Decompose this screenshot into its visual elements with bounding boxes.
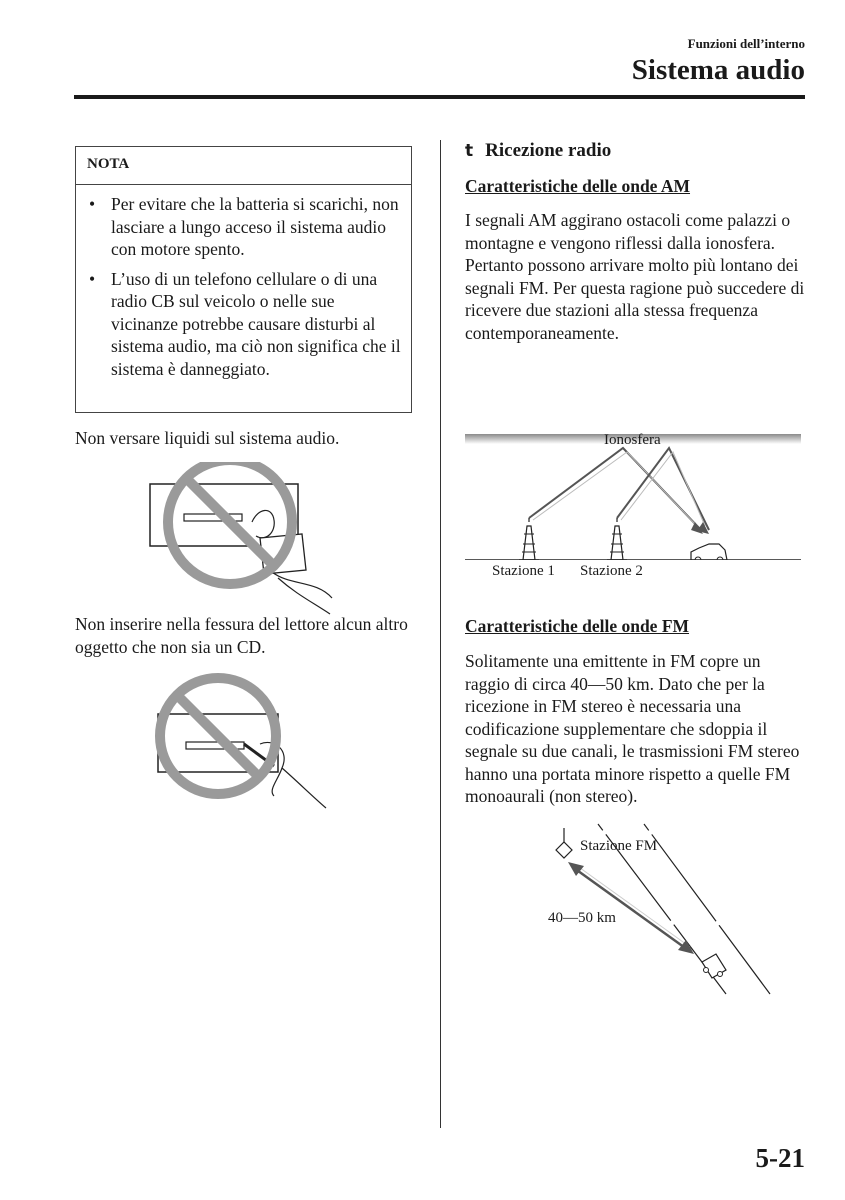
tower-icon-station1 [519, 518, 539, 560]
column-divider [440, 140, 441, 1128]
am-paragraph: I segnali AM aggirano ostacoli come palazzi o montagne e vengono riflessi dalla ionosfera. Pertanto possono arrivare molto più lontano dei segnali FM. Per questa ragione può succedere di ricevere due stazioni alla stessa frequenza contemporaneamente. [465, 210, 805, 343]
section-marker: t [465, 141, 474, 161]
am-heading: Caratteristiche delle onde AM [465, 176, 691, 196]
note-box [75, 146, 412, 413]
prohibition-slash [177, 695, 259, 777]
tower-icon-station2 [607, 518, 627, 560]
section-heading-radio [465, 140, 611, 162]
fm-tower-icon [556, 828, 572, 858]
page-number: 5-21 [755, 1143, 805, 1173]
range-arrowhead [678, 940, 694, 954]
header-rule [74, 95, 805, 99]
car-icon [691, 544, 727, 560]
car-icon [702, 954, 726, 978]
no-liquids-illustration [140, 462, 340, 622]
station2-label: Stazione 2 [580, 563, 643, 579]
fm-paragraph: Solitamente una emittente in FM copre un raggio di circa 40—50 km. Dato che per la ricezione in FM stereo è necessaria una codificazione supplementare che sdoppia il segnale su due canali, le trasmissioni FM stereo hanno una portata minore rispetto a quelle FM monoaurali (non stereo). [465, 651, 800, 806]
range-arrow [574, 868, 688, 950]
paragraph-no-objects: Non inserire nella fessura del lettore alcun altro oggetto che non sia un CD. [75, 614, 408, 657]
fm-station-label: Stazione FM [580, 838, 658, 854]
hand-icon [272, 572, 332, 614]
ionosphere-label: Ionosfera [604, 432, 661, 448]
am-propagation-diagram [465, 430, 801, 560]
section-title-text: Ricezione radio [485, 140, 612, 161]
liquid-splash [252, 510, 274, 537]
header-section-label: Funzioni dell’interno [687, 36, 805, 51]
no-objects-illustration [150, 672, 340, 812]
note-item: • L’uso di un telefono cellulare o di una radio CB sul veicolo o nelle sue vicinanze potrebbe causare disturbi al sistema audio, ma ciò non significa che il sistema è danneggiato. [88, 268, 401, 381]
paragraph-no-liquids: Non versare liquidi sul sistema audio. [75, 428, 340, 448]
page-title: Sistema audio [631, 54, 805, 86]
note-item: • Per evitare che la batteria si scarichi, non lasciare a lungo acceso il sistema audio con motore spento. [88, 193, 401, 261]
fm-range-label: 40—50 km [548, 910, 616, 926]
note-heading: NOTA [76, 147, 411, 185]
note-list [76, 185, 411, 380]
fm-heading: Caratteristiche delle onde FM [465, 616, 690, 636]
station1-label: Stazione 1 [492, 563, 555, 579]
